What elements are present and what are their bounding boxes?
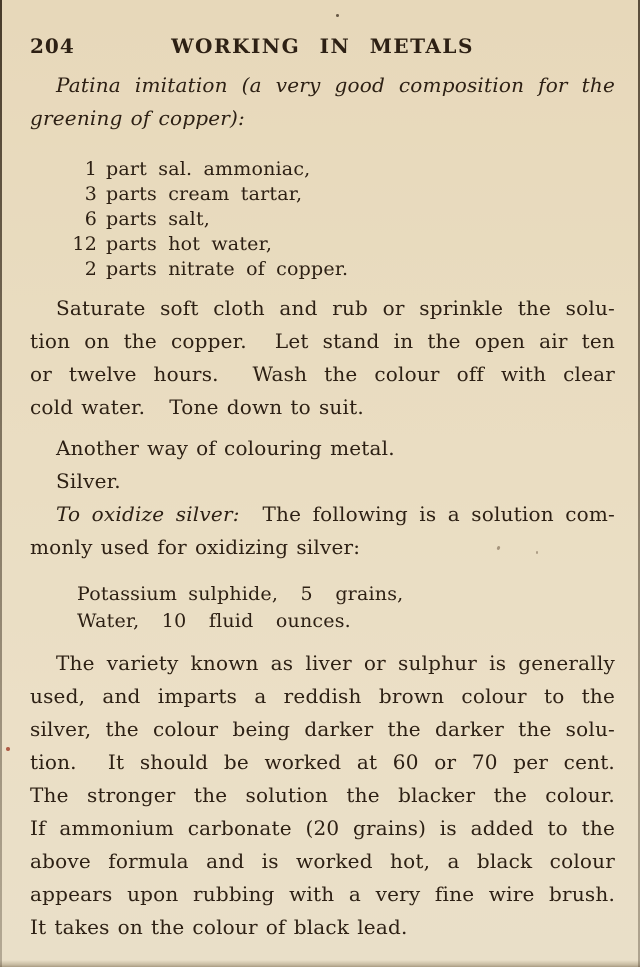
text: If ammonium carbonate (20 grains) is added to the bbox=[30, 816, 615, 840]
text-line bbox=[30, 911, 615, 944]
text-line bbox=[30, 102, 615, 135]
text: above formula and is worked hot, a black colour bbox=[30, 849, 615, 873]
paragraph-another bbox=[30, 432, 615, 465]
text-line bbox=[30, 713, 615, 746]
text-line bbox=[30, 432, 615, 465]
text-line bbox=[30, 680, 615, 713]
recipe-quantity: 6 bbox=[84, 208, 97, 230]
text: used, and imparts a reddish brown colour to the bbox=[30, 684, 615, 708]
paper-speck bbox=[6, 747, 10, 751]
paragraph-silver bbox=[30, 465, 615, 498]
scan-edge-bottom bbox=[0, 960, 640, 967]
text: Silver. bbox=[56, 469, 121, 493]
text-line bbox=[30, 845, 615, 878]
text: appears upon rubbing with a very fine wire brush. bbox=[30, 882, 615, 906]
text-line bbox=[30, 69, 615, 102]
text: Saturate soft cloth and rub or sprinkle the solu- bbox=[56, 296, 615, 320]
recipe-text: parts nitrate of copper. bbox=[106, 258, 349, 280]
recipe-text: parts hot water, bbox=[106, 233, 273, 255]
scan-edge-left bbox=[0, 0, 2, 967]
page-header bbox=[30, 34, 615, 58]
text: The variety known as liver or sulphur is generally bbox=[56, 651, 615, 675]
text: tion on the copper. Let stand in the open air ten bbox=[30, 329, 615, 353]
recipe-text: parts salt, bbox=[106, 208, 211, 230]
recipe-quantity: 2 bbox=[84, 258, 97, 280]
text-line bbox=[30, 292, 615, 325]
page-number: 204 bbox=[30, 34, 75, 58]
recipe-quantity: 3 bbox=[84, 183, 97, 205]
recipe-item bbox=[30, 157, 615, 182]
solution-list bbox=[30, 581, 615, 635]
text-line bbox=[30, 746, 615, 779]
text-line bbox=[30, 325, 615, 358]
text-line bbox=[30, 647, 615, 680]
text: tion. It should be worked at 60 or 70 per cent. bbox=[30, 750, 615, 774]
text: It takes on the colour of black lead. bbox=[30, 915, 408, 939]
text-line bbox=[30, 878, 615, 911]
text: greening of copper): bbox=[30, 106, 245, 130]
recipe-item bbox=[30, 207, 615, 232]
text-line bbox=[30, 498, 615, 531]
page-content bbox=[30, 69, 615, 944]
paragraph-oxidize bbox=[30, 498, 615, 564]
recipe-quantity: 12 bbox=[72, 233, 97, 255]
text: Patina imitation (a very good composition for the bbox=[56, 73, 615, 97]
text: The stronger the solution the blacker the colour. bbox=[30, 783, 615, 807]
italic-text: To oxidize silver: bbox=[56, 502, 240, 526]
text-line bbox=[30, 531, 615, 564]
text-line bbox=[30, 358, 615, 391]
text: or twelve hours. Wash the colour off with clear bbox=[30, 362, 615, 386]
paragraph-saturate bbox=[30, 292, 615, 424]
recipe-list bbox=[30, 157, 615, 282]
recipe-text: parts cream tartar, bbox=[106, 183, 303, 205]
text-line bbox=[30, 812, 615, 845]
page-body bbox=[30, 0, 615, 944]
recipe-quantity: 1 bbox=[84, 158, 97, 180]
running-title: WORKING IN METALS bbox=[171, 34, 474, 58]
recipe-item bbox=[30, 257, 615, 282]
text-line bbox=[30, 779, 615, 812]
recipe-item bbox=[30, 232, 615, 257]
text: Another way of colouring metal. bbox=[56, 436, 395, 460]
recipe-item bbox=[30, 182, 615, 207]
text-line bbox=[30, 391, 615, 424]
text: monly used for oxidizing silver: bbox=[30, 535, 361, 559]
text: The following is a solution com- bbox=[239, 502, 615, 526]
paragraph-variety bbox=[30, 647, 615, 944]
list-line: Water, 10 fluid ounces. bbox=[77, 610, 351, 632]
list-line: Potassium sulphide, 5 grains, bbox=[77, 583, 404, 605]
paragraph-patina bbox=[30, 69, 615, 135]
text-line bbox=[30, 465, 615, 498]
text: cold water. Tone down to suit. bbox=[30, 395, 364, 419]
recipe-text: part sal. ammoniac, bbox=[106, 158, 311, 180]
text: silver, the colour being darker the darker the solu- bbox=[30, 717, 615, 741]
